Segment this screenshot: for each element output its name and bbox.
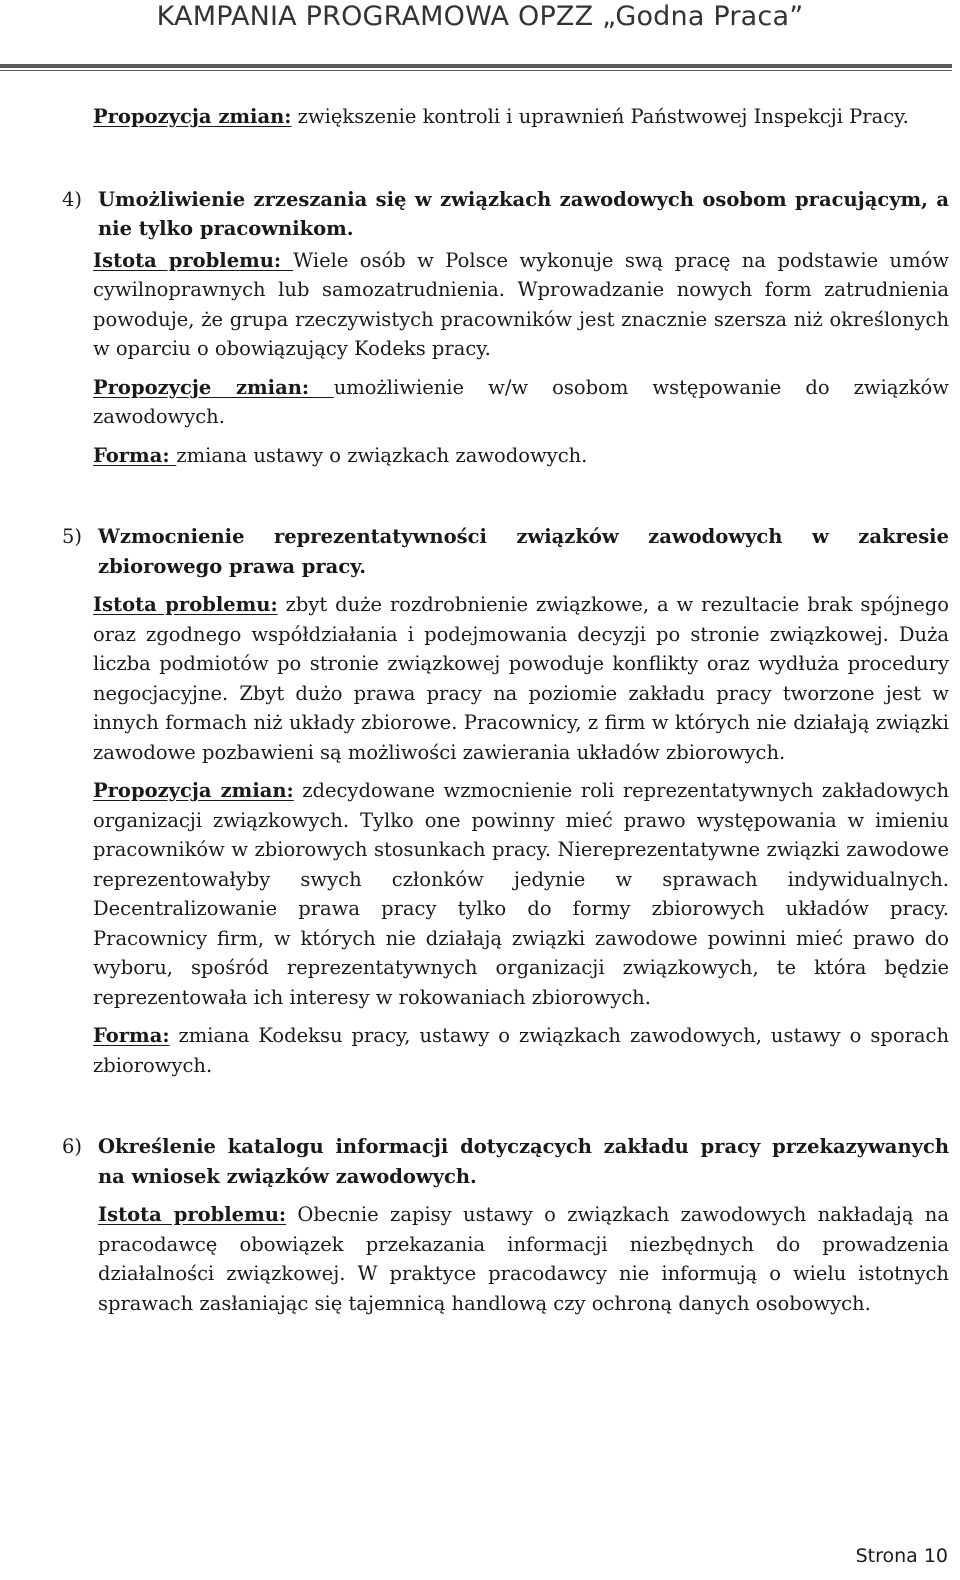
section-4-proposal-text: umożliwienie w/w osobom wstępowanie do związków zawodowych. xyxy=(93,375,949,428)
section-6-problem-text: Obecnie zapisy ustawy o związkach zawodowych nakładają na pracodawcę obowiązek przekazania informacji niezbędnych do prowadzenia działalności związkowej. W praktyce pracodawcy nie informują o wielu istotnych sprawach zasłaniając się tajemnicą handlową czy ochroną danych osobowych. xyxy=(98,1203,949,1315)
section-4-problem-text: Wiele osób w Polsce wykonuje swą pracę na podstawie umów cywilnoprawnych lub samozatrudnienia. Wprowadzanie nowych form zatrudnienia powoduje, że grupa rzeczywistych pracowników jest znacznie szersza niż określonych w oparciu o obowiązujący Kodeks pracy. xyxy=(93,248,949,360)
document-body xyxy=(62,100,950,1318)
section-5-proposal-text: zdecydowane wzmocnienie roli reprezentatywnych zakładowych organizacji związkowych. Tylko one powinny mieć prawo występowania w imieniu pracowników w zbiorowych stosunkach pracy. Niereprezentatywne związki zawodowe reprezentowałyby swych członków jedynie w sprawach indywidualnych. Decentralizowanie prawa pracy tylko do formy zbiorowych układów pracy. Pracownicy firm, w których nie działają związki zawodowe powinni mieć prawo do wyboru, spośród reprezentatywnych organizacji związkowych, te która będzie reprezentowała ich interesy w rokowaniach zbiorowych. xyxy=(93,779,950,1009)
intro-label: Propozycja zmian: xyxy=(93,105,292,128)
section-5-heading xyxy=(62,522,949,581)
section-5-form xyxy=(93,1021,949,1080)
page-header xyxy=(0,0,960,74)
section-4-proposal-label: Propozycje zmian: xyxy=(93,375,334,399)
section-6-heading xyxy=(62,1132,949,1191)
intro-text: zwiększenie kontroli i uprawnień Państwowej Inspekcji Pracy. xyxy=(291,105,909,128)
page-number: Strona 10 xyxy=(855,1545,948,1567)
section-4-form-text: zmiana ustawy o związkach zawodowych. xyxy=(176,443,588,467)
section-5-problem-label: Istota problemu: xyxy=(93,593,278,616)
header-rule-thin xyxy=(0,70,952,71)
section-5-title: Wzmocnienie reprezentatywności związków zawodowych w zakresie zbiorowego prawa pracy. xyxy=(98,525,949,578)
section-6-number: 6) xyxy=(62,1135,83,1158)
section-4-title: Umożliwienie zrzeszania się w związkach zawodowych osobom pracującym, a nie tylko pracownikom. xyxy=(98,187,949,240)
intro-paragraph xyxy=(93,102,949,132)
section-6-title: Określenie katalogu informacji dotyczących zakładu pracy przekazywanych na wniosek związków zawodowych. xyxy=(98,1135,949,1188)
header-rule-thick xyxy=(0,64,952,68)
section-4-proposal xyxy=(93,373,949,432)
section-6-problem-label: Istota problemu: xyxy=(98,1203,287,1226)
section-5-problem-text: zbyt duże rozdrobnienie związkowe, a w rezultacie brak spójnego oraz zgodnego współdziałania i podejmowania decyzji po stronie związkowej. Duża liczba podmiotów po stronie związkowej powoduje konflikty oraz wydłuża procedury negocjacyjne. Zbyt dużo prawa pracy na poziomie zakładu pracy tworzone jest w innych formach niż układy zbiorowe. Pracownicy, z firm w których nie działają związki zawodowe pozbawieni są możliwości zawierania układów zbiorowych. xyxy=(93,593,950,764)
section-4-problem-label: Istota problemu: xyxy=(93,248,294,272)
section-4-form xyxy=(93,441,949,471)
section-5-proposal xyxy=(93,776,949,1012)
section-4-heading xyxy=(62,185,949,244)
section-6-problem xyxy=(98,1200,949,1318)
section-5-problem xyxy=(93,590,949,767)
section-5-proposal-label: Propozycja zmian: xyxy=(93,779,294,802)
section-4-form-label: Forma: xyxy=(93,443,177,467)
section-5-form-label: Forma: xyxy=(93,1024,170,1047)
section-5-form-text: zmiana Kodeksu pracy, ustawy o związkach zawodowych, ustawy o sporach zbiorowych. xyxy=(93,1024,949,1077)
section-4-number: 4) xyxy=(62,187,83,211)
header-title: KAMPANIA PROGRAMOWA OPZZ „Godna Praca” xyxy=(156,1,804,32)
section-4-problem xyxy=(93,246,949,364)
section-5-number: 5) xyxy=(62,525,83,548)
